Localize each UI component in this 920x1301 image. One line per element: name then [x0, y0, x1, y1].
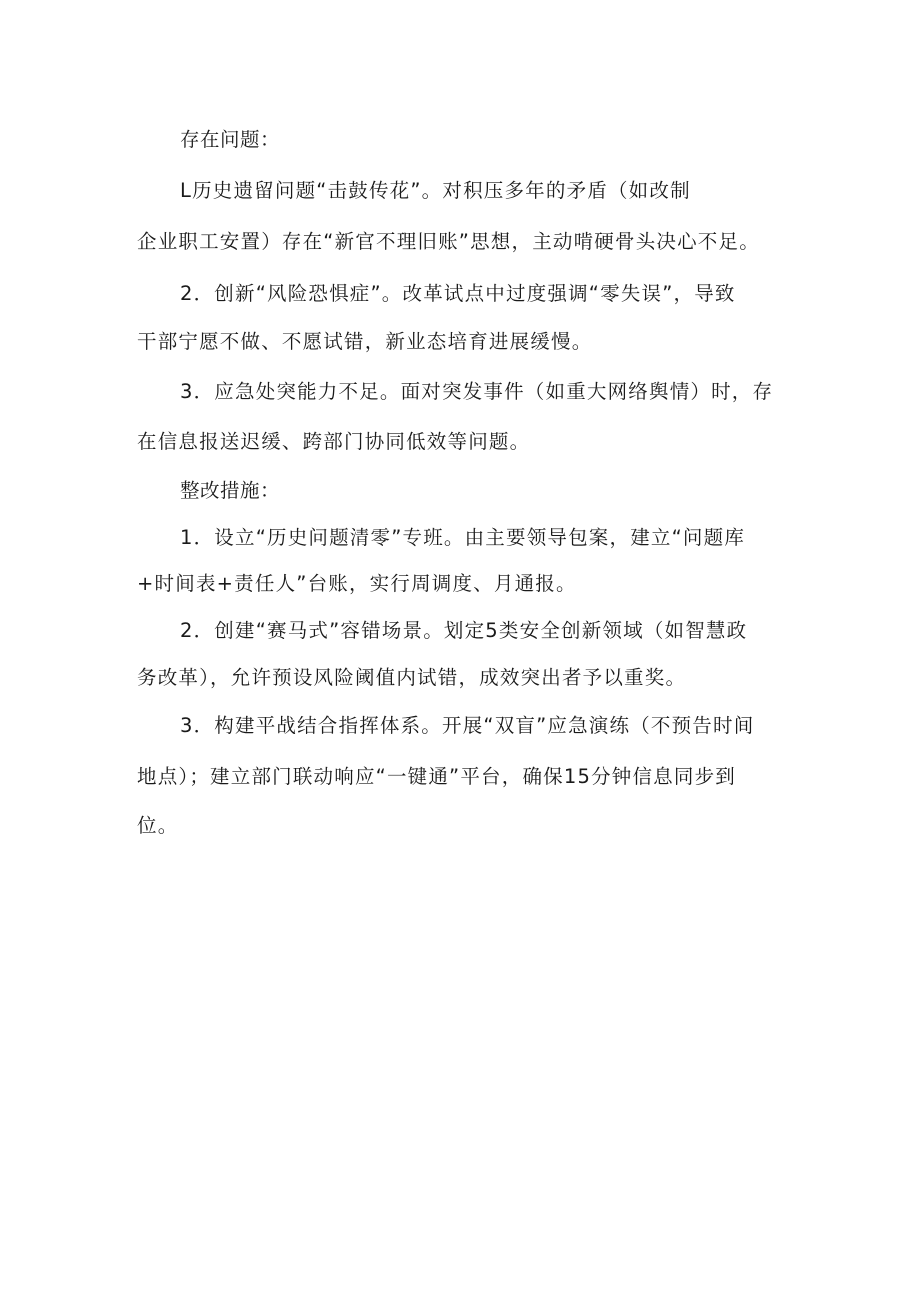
measure-2-line-1: 2．创建“赛马式”容错场景。划定5类安全创新领域（如智慧政 — [180, 619, 748, 642]
problem-1-line-1: L历史遗留问题“击鼓传花”。对积压多年的矛盾（如改制 — [180, 179, 691, 202]
measure-3-line-2: 地点）；建立部门联动响应“一键通”平台，确保15分钟信息同步到 — [137, 765, 736, 788]
problem-3-line-2: 在信息报送迟缓、跨部门协同低效等问题。 — [137, 430, 531, 453]
measures-heading: 整改措施： — [180, 479, 281, 502]
measure-1-line-2: +时间表+责任人”台账，实行周调度、月通报。 — [137, 572, 577, 595]
problem-3-line-1: 3．应急处突能力不足。面对突发事件（如重大网络舆情）时，存 — [180, 380, 774, 403]
problems-heading: 存在问题： — [180, 128, 281, 151]
measure-1-line-1: 1．设立“历史问题清零”专班。由主要领导包案，建立“问题库 — [180, 526, 746, 549]
measure-3-line-1: 3．构建平战结合指挥体系。开展“双盲”应急演练（不预告时间 — [180, 714, 755, 737]
measure-2-line-2: 务改革），允许预设风险阈值内试错，成效突出者予以重奖。 — [137, 666, 687, 689]
problem-2-line-2: 干部宁愿不做、不愿试错，新业态培育进展缓慢。 — [137, 330, 593, 353]
problem-2-line-1: 2．创新“风险恐惧症”。改革试点中过度强调“零失误”，导致 — [180, 282, 736, 305]
measure-3-line-3: 位。 — [137, 814, 179, 837]
problem-1-line-2: 企业职工安置）存在“新官不理旧账”思想，主动啃硬骨头决心不足。 — [137, 230, 760, 253]
